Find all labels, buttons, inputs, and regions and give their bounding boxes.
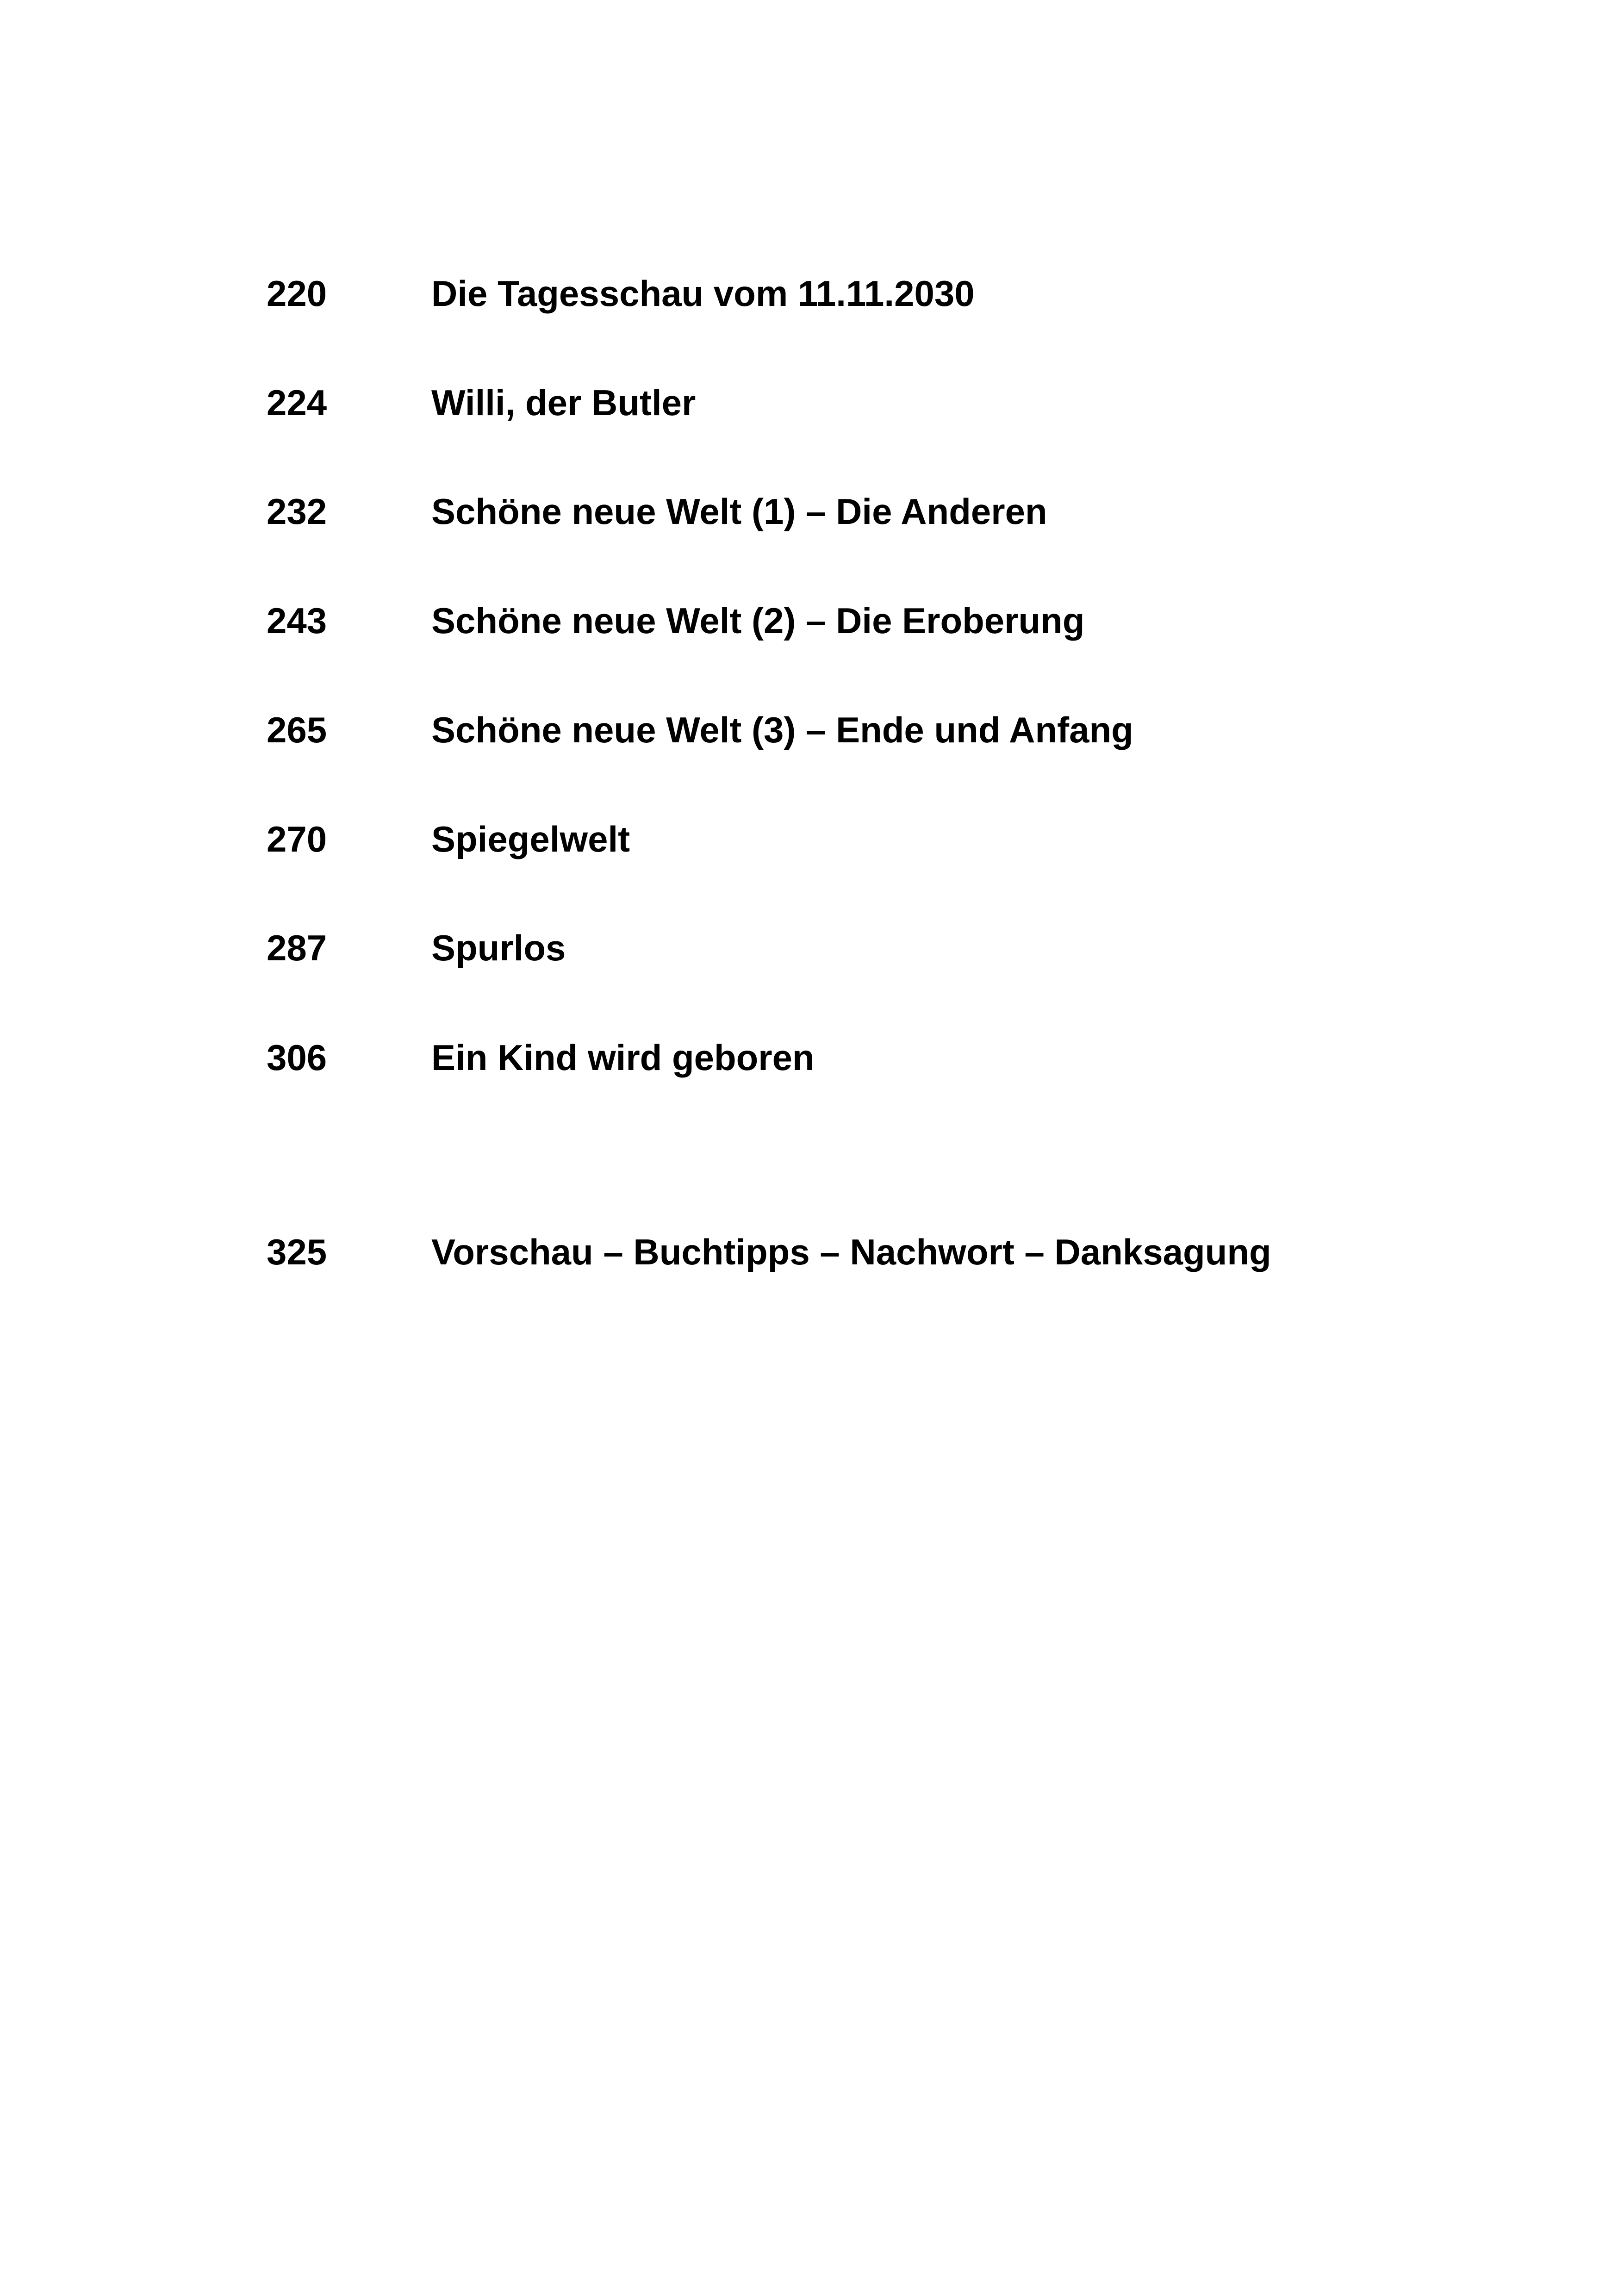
toc-entry	[267, 811, 1516, 867]
toc-page-number: 220	[267, 273, 327, 314]
toc-chapter-title: Willi, der Butler	[431, 382, 696, 423]
toc-chapter-title: Spiegelwelt	[431, 819, 630, 859]
toc-page-number: 243	[267, 600, 327, 641]
toc-page-number: 287	[267, 927, 327, 968]
toc-page-number: 265	[267, 709, 327, 750]
toc-page-number: 306	[267, 1037, 327, 1078]
toc-page-number: 224	[267, 382, 327, 423]
toc-chapter-title: Schöne neue Welt (3) – Ende und Anfang	[431, 709, 1133, 750]
toc-chapter-title: Spurlos	[431, 927, 566, 968]
toc-entry	[267, 375, 1516, 430]
toc-chapter-title: Schöne neue Welt (1) – Die Anderen	[431, 491, 1047, 532]
toc-entry	[267, 266, 1516, 321]
toc-chapter-title: Ein Kind wird geboren	[431, 1037, 815, 1078]
toc-entry	[267, 1030, 1516, 1085]
toc-page-number: 232	[267, 491, 327, 532]
toc-entry	[267, 702, 1516, 758]
toc-chapter-title: Die Tagesschau vom 11.11.2030	[431, 273, 975, 314]
toc-entry	[267, 593, 1516, 648]
toc-chapter-title: Vorschau – Buchtipps – Nachwort – Danksagung	[431, 1232, 1271, 1272]
toc-entry	[267, 920, 1516, 976]
toc-page-number: 325	[267, 1232, 327, 1272]
toc-entry	[267, 484, 1516, 539]
toc-chapter-title: Schöne neue Welt (2) – Die Eroberung	[431, 600, 1085, 641]
toc-page-number: 270	[267, 819, 327, 859]
toc-entry	[267, 1224, 1516, 1280]
